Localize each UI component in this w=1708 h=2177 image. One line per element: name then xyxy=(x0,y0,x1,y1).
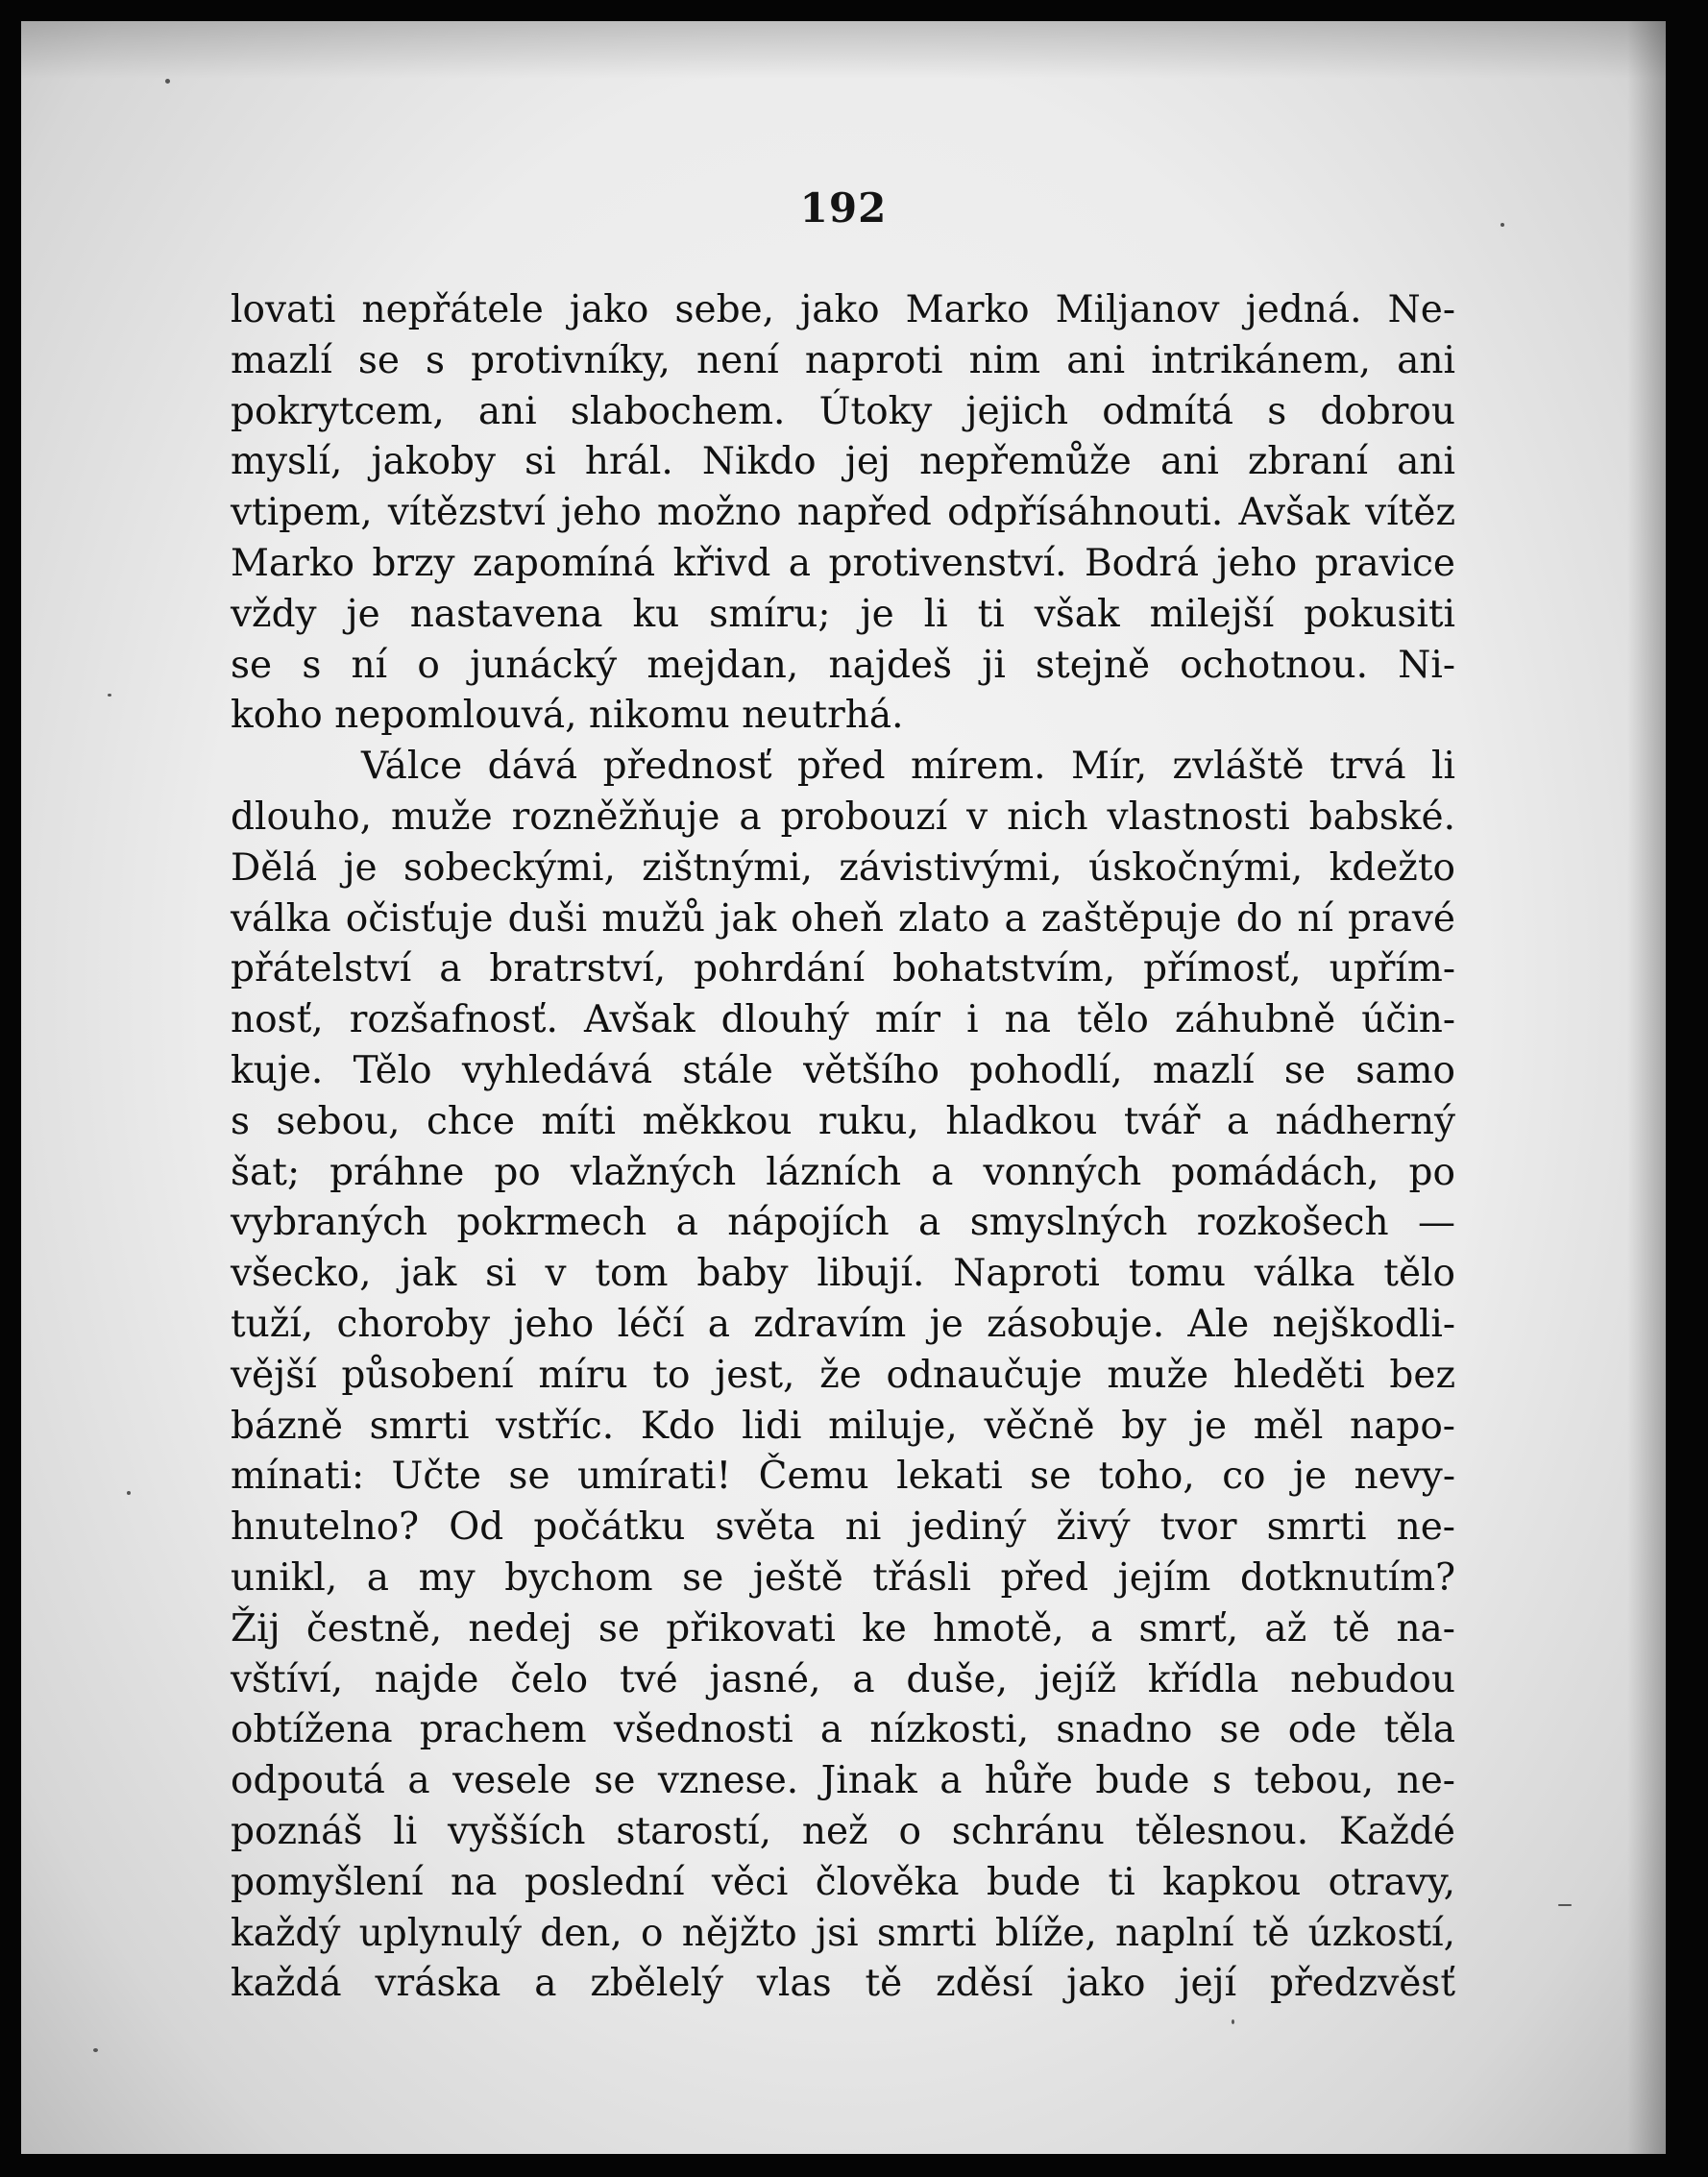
text-line: každá vráska a zbělelý vlas tě zděsí jako její předzvěsť xyxy=(231,1962,1455,2006)
page-number: 192 xyxy=(799,184,888,232)
page-top-shadow xyxy=(21,21,1666,79)
text-line: přátelství a bratrství, pohrdání bohatstvím, přímosť, upřím- xyxy=(231,947,1455,991)
text-line: Dělá je sobeckými, zištnými, závistivými, úskočnými, kdežto xyxy=(231,845,1455,890)
text-line: s sebou, chce míti měkkou ruku, hladkou tvář a nádherný xyxy=(231,1099,1455,1143)
text-line: hnutelno? Od počátku světa ni jediný živý tvor smrti ne- xyxy=(231,1505,1455,1550)
text-line: se s ní o junácký mejdan, najdeš ji stejně ochotnou. Ni- xyxy=(231,643,1455,687)
text-line: Žij čestně, nedej se přikovati ke hmotě, a smrť, až tě na- xyxy=(231,1606,1455,1651)
paper-speck xyxy=(108,694,111,697)
page-right-shadow xyxy=(1627,21,1666,2154)
text-line: koho nepomlouvá, nikomu neutrhá. xyxy=(231,694,904,738)
text-line: vtipem, vítězství jeho možno napřed odpřísáhnouti. Avšak vítěz xyxy=(231,491,1455,535)
text-line: vější působení míru to jest, že odnaučuje muže hleděti bez xyxy=(231,1353,1455,1397)
text-line: obtížena prachem všednosti a nízkosti, snadno se ode těla xyxy=(231,1708,1455,1752)
paper-speck xyxy=(1232,2019,1234,2024)
paper-speck xyxy=(93,2048,98,2052)
paper-sheet xyxy=(21,21,1666,2154)
paper-speck xyxy=(127,1491,131,1495)
text-line: myslí, jakoby si hrál. Nikdo jej nepřemůže ani zbraní ani xyxy=(231,440,1455,484)
body-text xyxy=(231,285,1455,2010)
text-line: všecko, jak si v tom baby libují. Naproti tomu válka tělo xyxy=(231,1252,1455,1296)
text-line: vždy je nastavena ku smíru; je li ti však milejší pokusiti xyxy=(231,592,1455,636)
paper-speck xyxy=(165,79,170,84)
text-line: lovati nepřátele jako sebe, jako Marko Miljanov jedná. Ne- xyxy=(231,288,1455,331)
text-line: pokrytcem, ani slabochem. Útoky jejich odmítá s dobrou xyxy=(231,389,1455,433)
text-line: odpoutá a vesele se vznese. Jinak a hůře bude s tebou, ne- xyxy=(231,1759,1455,1803)
text-line: unikl, a my bychom se ještě třásli před jejím dotknutím? xyxy=(231,1555,1455,1600)
text-line: mínati: Učte se umírati! Čemu lekati se toho, co je nevy- xyxy=(231,1455,1455,1499)
text-line: válka očisťuje duši mužů jak oheň zlato a zaštěpuje do ní pravé xyxy=(231,896,1455,941)
paper-speck xyxy=(1558,1904,1572,1906)
text-line: Válce dává přednosť před mírem. Mír, zvláště trvá li xyxy=(361,745,1455,789)
text-line: vštíví, najde čelo tvé jasné, a duše, jejíž křídla nebudou xyxy=(231,1657,1455,1701)
text-line: každý uplynulý den, o nějžto jsi smrti blíže, naplní tě úzkostí, xyxy=(231,1911,1455,1955)
text-line: kuje. Tělo vyhledává stále většího pohodlí, mazlí se samo xyxy=(231,1048,1455,1092)
text-line: mazlí se s protivníky, není naproti nim ani intrikánem, ani xyxy=(231,338,1455,382)
text-line: tuží, choroby jeho léčí a zdravím je zásobuje. Ale nejškodli- xyxy=(231,1302,1455,1346)
text-line: vybraných pokrmech a nápojích a smyslných rozkošech — xyxy=(231,1201,1455,1245)
text-line: pomyšlení na poslední věci člověka bude ti kapkou otravy, xyxy=(231,1860,1455,1904)
text-line: bázně smrti vstříc. Kdo lidi miluje, věčně by je měl napo- xyxy=(231,1404,1455,1448)
text-line: šat; práhne po vlažných lázních a vonných pomádách, po xyxy=(231,1150,1455,1194)
text-line: nosť, rozšafnosť. Avšak dlouhý mír i na tělo záhubně účin- xyxy=(231,998,1455,1042)
text-line: poznáš li vyšších starostí, než o schránu tělesnou. Každé xyxy=(231,1809,1455,1853)
text-line: Marko brzy zapomíná křivd a protivenství. Bodrá jeho pravice xyxy=(231,541,1455,585)
text-line: dlouho, muže rozněžňuje a probouzí v nich vlastnosti babské. xyxy=(231,795,1455,839)
